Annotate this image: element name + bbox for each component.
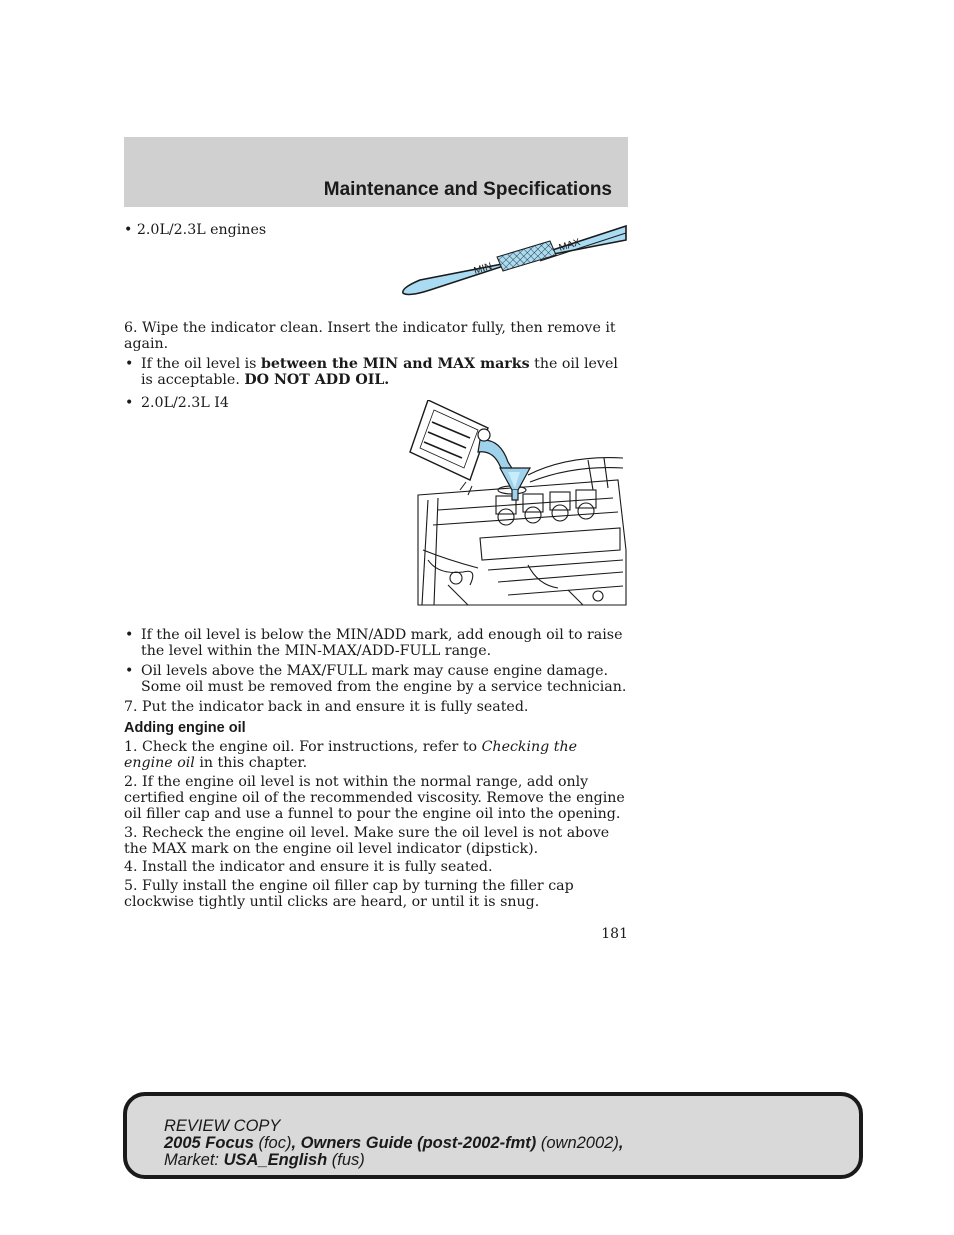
add-step-1: 1. Check the engine oil. For instructions, refer to Checking the engine oil in this chapter. <box>124 739 578 771</box>
review-copy-footer <box>123 1092 863 1179</box>
market-line: Market: USA_English (fus) <box>164 1151 365 1169</box>
review-copy-label: REVIEW COPY <box>164 1117 281 1135</box>
footer-text <box>164 1118 623 1169</box>
add-step-4: 4. Install the indicator and ensure it is fully seated. <box>124 859 493 875</box>
oil-funnel <box>500 468 530 500</box>
pour-motion-marks <box>460 482 472 495</box>
i4-bullet: • 2.0L/2.3L I4 <box>125 395 229 411</box>
bullet-dot: • <box>125 663 134 679</box>
section-header-band <box>124 137 628 207</box>
cross-reference: Checking the engine oil <box>124 739 578 771</box>
page-number: 181 <box>601 926 628 942</box>
engine-oil-fill-illustration <box>408 400 630 612</box>
engines-bullet-text: 2.0L/2.3L engines <box>136 222 267 238</box>
step-6: 6. Wipe the indicator clean. Insert the indicator fully, then remove it again. <box>124 320 616 352</box>
step-7: 7. Put the indicator back in and ensure it is fully seated. <box>124 699 529 715</box>
dipstick-min-label: MIN <box>472 260 494 277</box>
level-bullet: • If the oil level is between the MIN and MAX marks the oil level is acceptable. DO NOT ADD OIL. <box>125 356 618 388</box>
bullet-dot: • <box>125 627 134 643</box>
below-min-bullet: • If the oil level is below the MIN/ADD mark, add enough oil to raise the level within the MIN-MAX/ADD-FULL range. <box>125 627 623 659</box>
adding-oil-heading: Adding engine oil <box>124 720 246 736</box>
add-step-2: 2. If the engine oil level is not within the normal range, add only certified engine oil of the recommended viscosity. Remove the engine oil filler cap and use a funnel to pour the engine oil into the opening. <box>124 774 625 822</box>
dipstick-max-label: MAX <box>557 237 582 254</box>
dipstick-illustration <box>400 224 630 300</box>
bullet-dot: • <box>125 356 134 372</box>
add-step-3: 3. Recheck the engine oil level. Make sure the oil level is not above the MAX mark on the engine oil level indicator (dipstick). <box>124 825 610 857</box>
section-title: Maintenance and Specifications <box>323 179 612 200</box>
bullet-dot: • <box>124 222 137 238</box>
above-max-bullet: • Oil levels above the MAX/FULL mark may cause engine damage. Some oil must be removed from the engine by a service technician. <box>125 663 627 695</box>
dipstick-safe-range <box>497 241 556 271</box>
bullet-dot: • <box>125 395 134 411</box>
add-step-5: 5. Fully install the engine oil filler cap by turning the filler cap clockwise tightly until clicks are heard, or until it is snug. <box>124 878 574 910</box>
document-id-line: 2005 Focus (foc), Owners Guide (post-2002-fmt) (own2002), <box>164 1134 624 1152</box>
